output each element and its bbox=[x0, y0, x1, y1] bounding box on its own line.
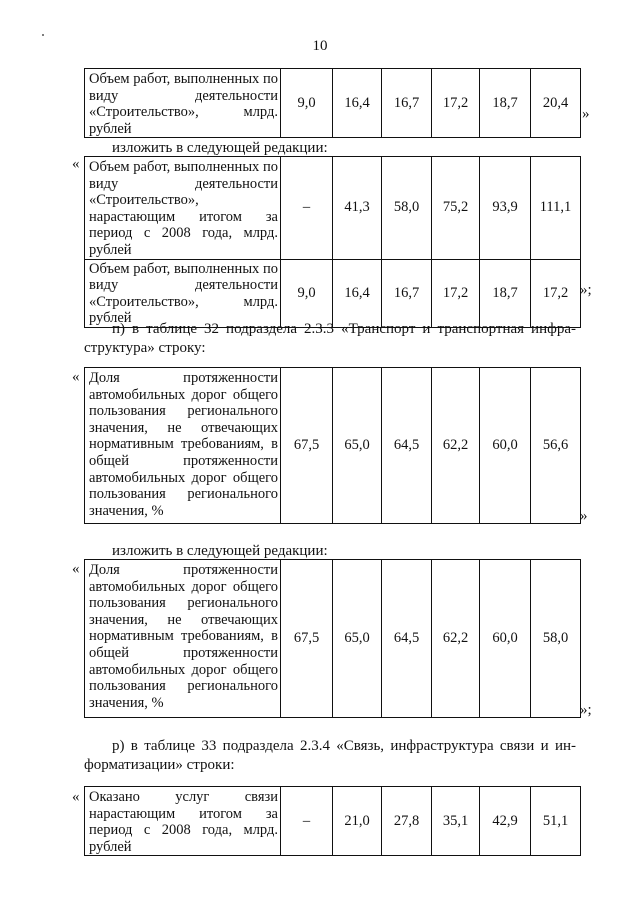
table-e bbox=[84, 786, 581, 856]
value-cell: 65,0 bbox=[333, 368, 382, 524]
table-row bbox=[84, 786, 581, 856]
value-cell: 56,6 bbox=[531, 368, 581, 524]
paragraph-n bbox=[84, 320, 576, 358]
value-cell: 58,0 bbox=[382, 157, 432, 260]
value-cell: 16,4 bbox=[333, 259, 382, 327]
table-row bbox=[84, 367, 581, 524]
value-cell: – bbox=[281, 157, 333, 260]
value-cell: 35,1 bbox=[432, 787, 480, 856]
value-cell: 64,5 bbox=[382, 560, 432, 718]
paragraph-line: р) в таблице 33 подраздела 2.3.4 «Связь, инфраструктура связи и ин- bbox=[112, 738, 576, 754]
value-cell: 21,0 bbox=[333, 787, 382, 856]
value-cell: 75,2 bbox=[432, 157, 480, 260]
closing-quote: » bbox=[580, 508, 588, 524]
value-cell: 67,5 bbox=[281, 560, 333, 718]
instruction-text: изложить в следующей редакции: bbox=[112, 140, 328, 156]
value-cell: 60,0 bbox=[480, 560, 531, 718]
value-cell: 16,4 bbox=[333, 69, 382, 138]
value-cell: 41,3 bbox=[333, 157, 382, 260]
value-cell: 42,9 bbox=[480, 787, 531, 856]
row-label: Объем работ, выполненных по виду деятельности «Строительство», млрд. рублей bbox=[85, 69, 281, 138]
closing-quote: »; bbox=[580, 702, 592, 718]
instruction-text: изложить в следующей редакции: bbox=[112, 543, 328, 559]
table-row bbox=[84, 156, 581, 328]
value-cell: – bbox=[281, 787, 333, 856]
value-cell: 58,0 bbox=[531, 560, 581, 718]
paragraph-line: структура» строку: bbox=[84, 340, 206, 356]
value-cell: 111,1 bbox=[531, 157, 581, 260]
paragraph-line: п) в таблице 32 подраздела 2.3.3 «Транспорт и транспортная инфра- bbox=[112, 321, 576, 337]
paragraph-line: форматизации» строки: bbox=[84, 757, 235, 773]
value-cell: 18,7 bbox=[480, 69, 531, 138]
opening-quote: « bbox=[72, 789, 80, 805]
value-cell: 20,4 bbox=[531, 69, 581, 138]
value-cell: 67,5 bbox=[281, 368, 333, 524]
table-row bbox=[84, 68, 581, 138]
value-cell: 27,8 bbox=[382, 787, 432, 856]
row-label: Оказано услуг связи нарастающим итогом за период с 2008 года, млрд. рублей bbox=[85, 787, 281, 856]
scan-speck bbox=[42, 34, 44, 36]
table-a bbox=[84, 68, 581, 138]
table-row bbox=[84, 559, 581, 718]
table-d bbox=[84, 559, 581, 718]
value-cell: 62,2 bbox=[432, 560, 480, 718]
value-cell: 18,7 bbox=[480, 259, 531, 327]
value-cell: 9,0 bbox=[281, 259, 333, 327]
row-label: Объем работ, выполненных по виду деятельности «Строительство», млрд. рублей bbox=[85, 259, 281, 327]
value-cell: 51,1 bbox=[531, 787, 581, 856]
table-b bbox=[84, 156, 581, 328]
value-cell: 16,7 bbox=[382, 69, 432, 138]
value-cell: 17,2 bbox=[432, 259, 480, 327]
row-label: Доля протяженности автомобильных дорог общего пользования регионального значения, не отвечающих нормативным требованиям, в общей протяженности автомобильных дорог общего пользования регионального значения, % bbox=[85, 368, 281, 524]
value-cell: 93,9 bbox=[480, 157, 531, 260]
value-cell: 16,7 bbox=[382, 259, 432, 327]
closing-quote: »; bbox=[580, 282, 592, 298]
table-c bbox=[84, 367, 581, 524]
value-cell: 17,2 bbox=[432, 69, 480, 138]
opening-quote: « bbox=[72, 561, 80, 577]
row-label: Доля протяженности автомобильных дорог общего пользования регионального значения, не отвечающих нормативным требованиям, в общей протяженности автомобильных дорог общего пользования регионального значения, % bbox=[85, 560, 281, 718]
page-number: 10 bbox=[312, 38, 328, 54]
row-label: Объем работ, выполненных по виду деятельности «Строительство», нарастающим итогом за период с 2008 года, млрд. рублей bbox=[85, 157, 281, 260]
value-cell: 64,5 bbox=[382, 368, 432, 524]
opening-quote: « bbox=[72, 369, 80, 385]
closing-quote: » bbox=[582, 106, 590, 122]
value-cell: 65,0 bbox=[333, 560, 382, 718]
opening-quote: « bbox=[72, 156, 80, 172]
value-cell: 60,0 bbox=[480, 368, 531, 524]
value-cell: 62,2 bbox=[432, 368, 480, 524]
value-cell: 9,0 bbox=[281, 69, 333, 138]
value-cell: 17,2 bbox=[531, 259, 581, 327]
paragraph-r bbox=[84, 737, 576, 775]
